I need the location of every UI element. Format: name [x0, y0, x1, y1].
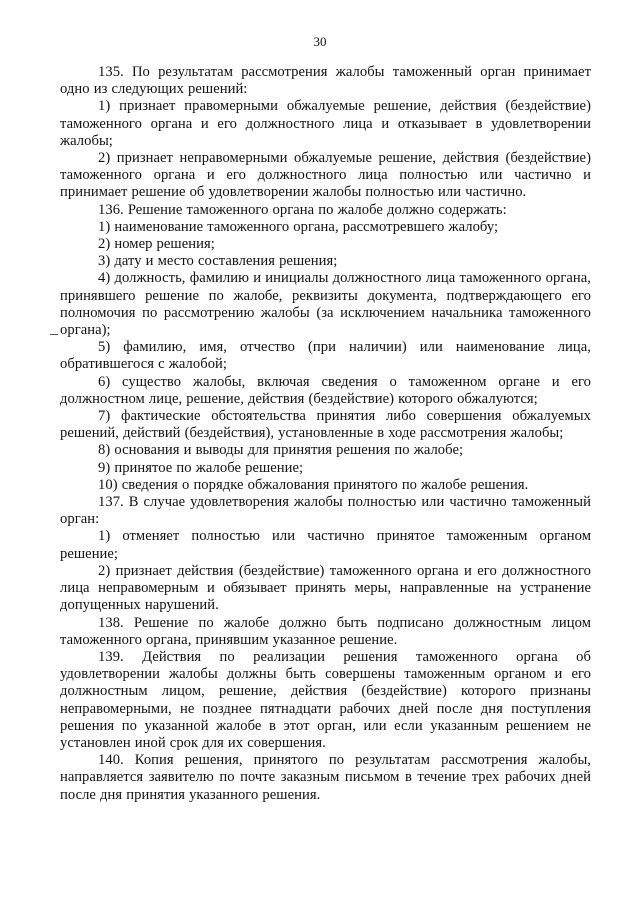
paragraph-137-item-2: 2) признает действия (бездействие) таможенного органа и его должностного лица неправомерным и обязывает принять меры, направленные на устранение допущенных нарушений.: [60, 562, 591, 614]
paragraph-137: 137. В случае удовлетворения жалобы полностью или частично таможенный орган:: [60, 494, 591, 528]
paragraph-136-item-8: 8) основания и выводы для принятия решения по жалобе;: [98, 442, 464, 459]
scan-artifact-mark: [50, 334, 58, 335]
paragraph-136-item-4: 4) должность, фамилию и инициалы должностного лица таможенного органа, принявшего решение по жалобе, реквизиты документа, подтверждающего его полномочия по рассмотрению жалобы (за исключением начальника таможенного органа);: [60, 270, 591, 339]
paragraph-139: 139. Действия по реализации решения таможенного органа об удовлетворении жалобы должны быть совершены таможенным органом и его должностным лицом, решение, действия (бездействие) которого признаны неправомерными, не позднее пятнадцати рабочих дней после дня поступления решения по указанной жалобе в этот орган, или если указанным решением не установлен иной срок для их совершения.: [60, 648, 591, 751]
paragraph-136-item-6: 6) существо жалобы, включая сведения о таможенном органе и его должностном лице, решение, действия (бездействие) которого обжалуются;: [60, 373, 591, 407]
paragraph-136: 136. Решение таможенного органа по жалобе должно содержать:: [98, 201, 507, 218]
paragraph-140: 140. Копия решения, принятого по результатам рассмотрения жалобы, направляется заявителю по почте заказным письмом в течение трех рабочих дней после дня принятия указанного решения.: [60, 752, 591, 803]
paragraph-136-item-10: 10) сведения о порядке обжалования принятого по жалобе решения.: [98, 476, 529, 493]
document-body: [60, 64, 591, 804]
paragraph-136-item-7: 7) фактические обстоятельства принятия либо совершения обжалуемых решений, действий (бездействия), установленные в ходе рассмотрения жалобы;: [60, 408, 591, 442]
paragraph-135-item-1: 1) признает правомерными обжалуемые решение, действия (бездействие) таможенного органа и его должностного лица и отказывает в удовлетворении жалобы;: [60, 98, 591, 149]
paragraph-136-item-2: 2) номер решения;: [98, 236, 215, 253]
paragraph-136-item-3: 3) дату и место составления решения;: [98, 253, 338, 270]
paragraph-137-item-1: 1) отменяет полностью или частично принятое таможенным органом решение;: [60, 528, 591, 562]
page-number: 30: [313, 34, 327, 49]
paragraph-136-item-5: 5) фамилию, имя, отчество (при наличии) или наименование лица, обратившегося с жалобой;: [60, 339, 591, 373]
paragraph-136-item-9: 9) принятое по жалобе решение;: [98, 459, 304, 476]
paragraph-135: 135. По результатам рассмотрения жалобы таможенный орган принимает одно из следующих решений:: [60, 64, 591, 98]
paragraph-136-item-1: 1) наименование таможенного органа, рассмотревшего жалобу;: [98, 218, 499, 235]
paragraph-138: 138. Решение по жалобе должно быть подписано должностным лицом таможенного органа, принявшим указанное решение.: [60, 614, 591, 648]
paragraph-135-item-2: 2) признает неправомерными обжалуемые решение, действия (бездействие) таможенного органа и его должностного лица полностью или частично и принимает решение об удовлетворении жалобы полностью или частично.: [60, 150, 591, 201]
